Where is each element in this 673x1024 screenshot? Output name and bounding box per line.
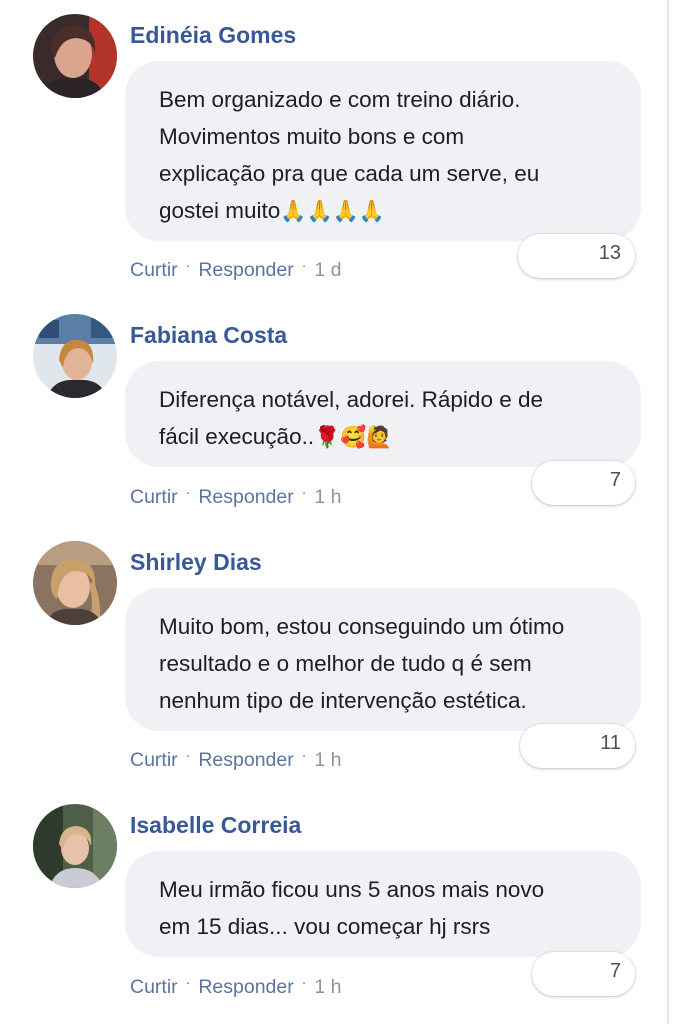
reply-button[interactable]: Responder xyxy=(198,486,294,508)
comment-bubble xyxy=(125,588,641,731)
avatar[interactable] xyxy=(33,314,117,398)
comment-timestamp[interactable]: 1 h xyxy=(314,749,342,771)
comment-text-line: Muito bom, estou conseguindo um ótimo xyxy=(159,614,565,639)
separator-dot: · xyxy=(185,257,191,273)
comment-bubble xyxy=(125,361,641,467)
reaction-count: 13 xyxy=(598,242,621,264)
comment-author[interactable]: Isabelle Correia xyxy=(130,812,302,838)
comment-author[interactable]: Fabiana Costa xyxy=(130,322,288,348)
reply-button[interactable]: Responder xyxy=(198,749,294,771)
comment-author[interactable]: Shirley Dias xyxy=(130,549,262,575)
comment-actions xyxy=(130,259,342,282)
avatar[interactable] xyxy=(33,804,117,888)
reaction-count: 7 xyxy=(609,960,621,982)
comment-author[interactable]: Edinéia Gomes xyxy=(130,22,297,48)
comment-actions xyxy=(130,486,342,509)
avatar-photo-icon xyxy=(33,804,117,888)
separator-dot: · xyxy=(185,974,191,990)
comment-actions xyxy=(130,976,342,999)
comment-timestamp[interactable]: 1 h xyxy=(314,486,342,508)
reaction-count-pill[interactable] xyxy=(532,952,635,996)
comment-text-line: Meu irmão ficou uns 5 anos mais novo xyxy=(159,877,545,902)
comment-text-line: Bem organizado e com treino diário. xyxy=(159,87,521,112)
rose-smile-raise-emoji-icon: 🌹🥰🙋 xyxy=(314,425,393,449)
comment-item xyxy=(0,790,673,1024)
comment-timestamp[interactable]: 1 d xyxy=(314,259,342,281)
like-button[interactable]: Curtir xyxy=(130,976,178,998)
comment-bubble xyxy=(125,851,641,957)
comment-text-line: Movimentos muito bons e com xyxy=(159,124,465,149)
separator-dot: · xyxy=(185,747,191,763)
reaction-count-pill[interactable] xyxy=(520,724,635,768)
comment-item xyxy=(0,0,673,300)
pray-emoji-icon: 🙏🙏🙏🙏 xyxy=(280,199,385,223)
separator-dot: · xyxy=(301,747,307,763)
separator-dot: · xyxy=(301,484,307,500)
like-button[interactable]: Curtir xyxy=(130,486,178,508)
avatar-photo-icon xyxy=(33,541,117,625)
separator-dot: · xyxy=(185,484,191,500)
like-button[interactable]: Curtir xyxy=(130,749,178,771)
avatar[interactable] xyxy=(33,14,117,98)
reaction-count-pill[interactable] xyxy=(518,234,635,278)
reaction-count: 7 xyxy=(609,469,621,491)
comment-text-line: gostei muito xyxy=(159,198,281,223)
comment-text-line: Diferença notável, adorei. Rápido e de xyxy=(159,387,543,412)
reaction-count: 11 xyxy=(600,732,621,754)
avatar[interactable] xyxy=(33,541,117,625)
comment-item xyxy=(0,300,673,527)
comment-bubble xyxy=(125,61,641,241)
comment-text-line: em 15 dias... vou começar hj rsrs xyxy=(159,914,491,939)
comment-actions xyxy=(130,749,342,772)
like-button[interactable]: Curtir xyxy=(130,259,178,281)
comment-text-line: fácil execução.. xyxy=(159,424,315,449)
separator-dot: · xyxy=(301,974,307,990)
reaction-count-pill[interactable] xyxy=(532,461,635,505)
reply-button[interactable]: Responder xyxy=(198,259,294,281)
comment-item xyxy=(0,527,673,790)
comment-text-line: resultado e o melhor de tudo q é sem xyxy=(159,651,532,676)
reply-button[interactable]: Responder xyxy=(198,976,294,998)
avatar-photo-icon xyxy=(33,314,117,398)
comment-timestamp[interactable]: 1 h xyxy=(314,976,342,998)
comment-text-line: explicação pra que cada um serve, eu xyxy=(159,161,540,186)
comment-text-line: nenhum tipo de intervenção estética. xyxy=(159,688,527,713)
separator-dot: · xyxy=(301,257,307,273)
avatar-photo-icon xyxy=(33,14,117,98)
